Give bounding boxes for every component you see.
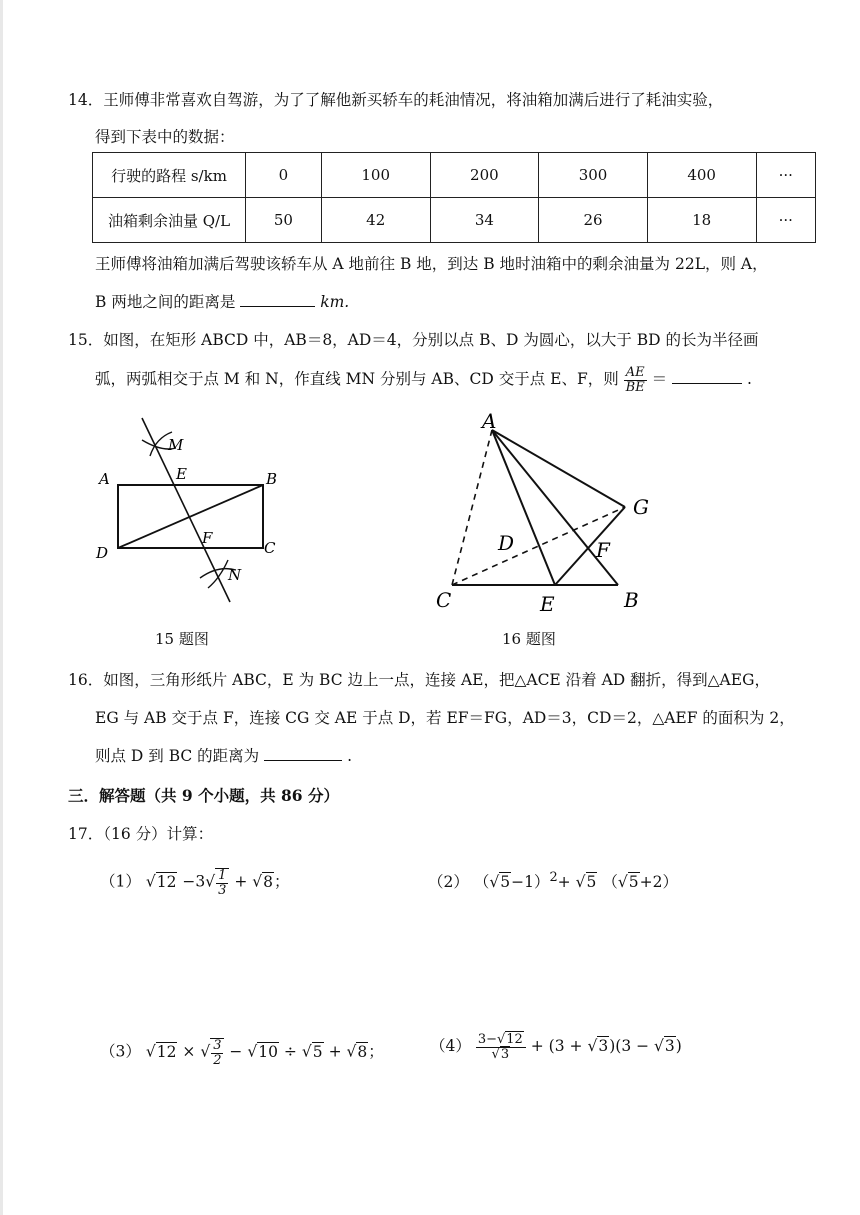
- fraction: [215, 868, 229, 897]
- q17-part2: [428, 870, 678, 892]
- operator: −: [229, 1042, 243, 1061]
- term: )(3 −: [609, 1037, 650, 1056]
- arc-n2: [208, 560, 228, 588]
- term: −1）: [511, 873, 550, 892]
- sqrt-symbol: √: [145, 1042, 156, 1061]
- q17-part3: [100, 1038, 384, 1067]
- table-cell: 18: [647, 198, 756, 243]
- sqrt-symbol: √: [247, 1042, 258, 1061]
- label-e: E: [540, 592, 555, 615]
- radicand: 3: [500, 1046, 510, 1062]
- q15-equals: ＝: [651, 370, 668, 389]
- part-label: （4）: [430, 1037, 471, 1056]
- radicand: 3: [598, 1037, 609, 1056]
- q15-period: .: [747, 370, 752, 389]
- numerator-term: 3−: [477, 1032, 497, 1047]
- sqrt-symbol: √: [346, 1042, 357, 1061]
- answer-blank: [240, 292, 315, 307]
- label-c: C: [264, 539, 276, 557]
- q15-line2-text: 弧，两弧相交于点 M 和 N，作直线 MN 分别与 AB、CD 交于点 E、F，则: [95, 370, 619, 389]
- table-row: [93, 153, 816, 198]
- label-m: M: [168, 436, 184, 454]
- terminator: ；: [274, 872, 290, 891]
- q16-line3: [95, 744, 352, 766]
- sqrt-symbol: √: [491, 1046, 500, 1062]
- table-row-label: 油箱剩余油量 Q/L: [93, 198, 246, 243]
- label-e: E: [176, 465, 187, 483]
- radicand: 12: [506, 1032, 523, 1047]
- operator: +: [328, 1042, 342, 1061]
- q15-line2: [95, 366, 752, 394]
- table-cell: ···: [756, 153, 816, 198]
- radicand: 10: [258, 1042, 278, 1061]
- label-n: N: [228, 566, 242, 584]
- radicand: 3: [664, 1037, 675, 1056]
- sqrt-symbol: √: [145, 872, 156, 891]
- segment-ac-dashed: [452, 430, 492, 585]
- operator: ×: [182, 1042, 196, 1061]
- label-d: D: [96, 544, 109, 562]
- label-f: F: [202, 529, 213, 547]
- label-f: F: [596, 538, 610, 562]
- q16-line2: EG 与 AB 交于点 F，连接 CG 交 AE 于点 D，若 EF＝FG，AD＝3，CD＝2，△AEF 的面积为 2，: [95, 709, 795, 727]
- fraction-denominator: 3: [218, 882, 227, 898]
- table-cell: 0: [246, 153, 322, 198]
- radicand: 5: [628, 873, 639, 892]
- label-b: B: [624, 588, 639, 612]
- label-b: B: [266, 470, 278, 488]
- q16-line3-text: 则点 D 到 BC 的距离为: [95, 747, 260, 765]
- paren: （: [602, 873, 618, 892]
- q14-line1: 14．王师傅非常喜欢自驾游，为了了解他新买轿车的耗油情况，将油箱加满后进行了耗油实验，: [68, 91, 724, 109]
- exponent: 2: [549, 870, 558, 885]
- operator: −3: [182, 872, 206, 891]
- sqrt-symbol: √: [301, 1042, 312, 1061]
- sqrt-symbol: √: [205, 872, 216, 891]
- fraction: [476, 1033, 526, 1061]
- operator: ÷: [283, 1042, 297, 1061]
- fraction-numerator: 3: [213, 1038, 222, 1053]
- figure-16: [420, 410, 680, 615]
- sqrt-symbol: √: [617, 873, 628, 892]
- label-a: A: [99, 470, 110, 488]
- part-label: （3）: [100, 1042, 141, 1061]
- table-cell: 42: [321, 198, 430, 243]
- segment-ae: [492, 430, 555, 585]
- table-row-label: 行驶的路程 s/km: [93, 153, 246, 198]
- figure-16-caption: 16 题图: [502, 630, 556, 648]
- table-cell: 300: [539, 153, 648, 198]
- table-cell: ···: [756, 198, 816, 243]
- label-c: C: [436, 588, 452, 612]
- q17-part1: [100, 868, 290, 897]
- fraction-denominator: [476, 1048, 526, 1062]
- fraction: [210, 1038, 224, 1067]
- label-d: D: [498, 531, 515, 555]
- q17-part4: [430, 1033, 682, 1061]
- table-row: [93, 198, 816, 243]
- section-title: 三．解答题（共 9 个小题，共 86 分）: [68, 786, 339, 805]
- sqrt-symbol: √: [252, 872, 263, 891]
- answer-blank: [264, 746, 342, 761]
- q14-line4: [95, 290, 349, 312]
- sqrt-symbol: √: [654, 1037, 664, 1056]
- term: +2）: [639, 873, 678, 892]
- table-cell: 34: [430, 198, 539, 243]
- part-label: （2）: [428, 873, 469, 892]
- radicand: 12: [156, 1042, 177, 1061]
- q15-line1: 15．如图，在矩形 ABCD 中，AB＝8，AD＝4，分别以点 B、D 为圆心，以大于 BD 的长为半径画: [68, 331, 759, 349]
- label-a: A: [482, 410, 497, 433]
- term: + (3 +: [530, 1037, 583, 1056]
- figure-15: [80, 410, 300, 610]
- radicand: 8: [357, 1042, 368, 1061]
- radicand: 5: [500, 873, 511, 892]
- term: ): [675, 1037, 682, 1056]
- page-edge: [0, 0, 3, 1215]
- q14-unit: km.: [320, 293, 350, 311]
- radicand: 12: [156, 872, 177, 891]
- sqrt-symbol: √: [575, 873, 586, 892]
- radicand: 5: [586, 873, 597, 892]
- operator: +: [234, 872, 248, 891]
- q16-line1: 16．如图，三角形纸片 ABC，E 为 BC 边上一点，连接 AE，把△ACE 沿着 AD 翻折，得到△AEG，: [68, 671, 770, 689]
- q14-line2: 得到下表中的数据：: [95, 128, 235, 146]
- operator: +: [557, 873, 571, 892]
- q15-fraction: [624, 366, 647, 394]
- segment-eg: [555, 507, 625, 585]
- sqrt-symbol: √: [496, 1032, 506, 1047]
- table-cell: 200: [430, 153, 539, 198]
- q14-line4-text: B 两地之间的距离是: [95, 293, 236, 311]
- answer-blank: [672, 369, 742, 384]
- figure-15-caption: 15 题图: [155, 630, 209, 648]
- table-cell: 50: [246, 198, 322, 243]
- fraction-denominator: BE: [625, 379, 645, 395]
- sqrt-symbol: √: [587, 1037, 598, 1056]
- label-g: G: [633, 495, 649, 519]
- table-cell: 100: [321, 153, 430, 198]
- q16-period: .: [347, 747, 352, 765]
- radicand: 8: [263, 872, 274, 891]
- part-label: （1）: [100, 872, 141, 891]
- table-cell: 400: [647, 153, 756, 198]
- table-cell: 26: [539, 198, 648, 243]
- q14-data-table: [92, 152, 816, 243]
- fraction-numerator: 1: [218, 868, 227, 883]
- diagonal-bd: [118, 485, 263, 548]
- fraction-denominator: 2: [213, 1052, 222, 1068]
- q14-line3: 王师傅将油箱加满后驾驶该轿车从 A 地前往 B 地，到达 B 地时油箱中的剩余油量为 22L，则 A，: [95, 255, 768, 273]
- sqrt-symbol: √: [489, 873, 500, 892]
- q17-title: 17．（16 分）计算：: [68, 825, 214, 843]
- fraction-numerator: AE: [624, 366, 647, 381]
- radicand: 5: [312, 1042, 323, 1061]
- terminator: ；: [368, 1042, 384, 1061]
- segment-ag: [492, 430, 625, 507]
- paren: （: [473, 873, 490, 892]
- sqrt-symbol: √: [200, 1042, 211, 1061]
